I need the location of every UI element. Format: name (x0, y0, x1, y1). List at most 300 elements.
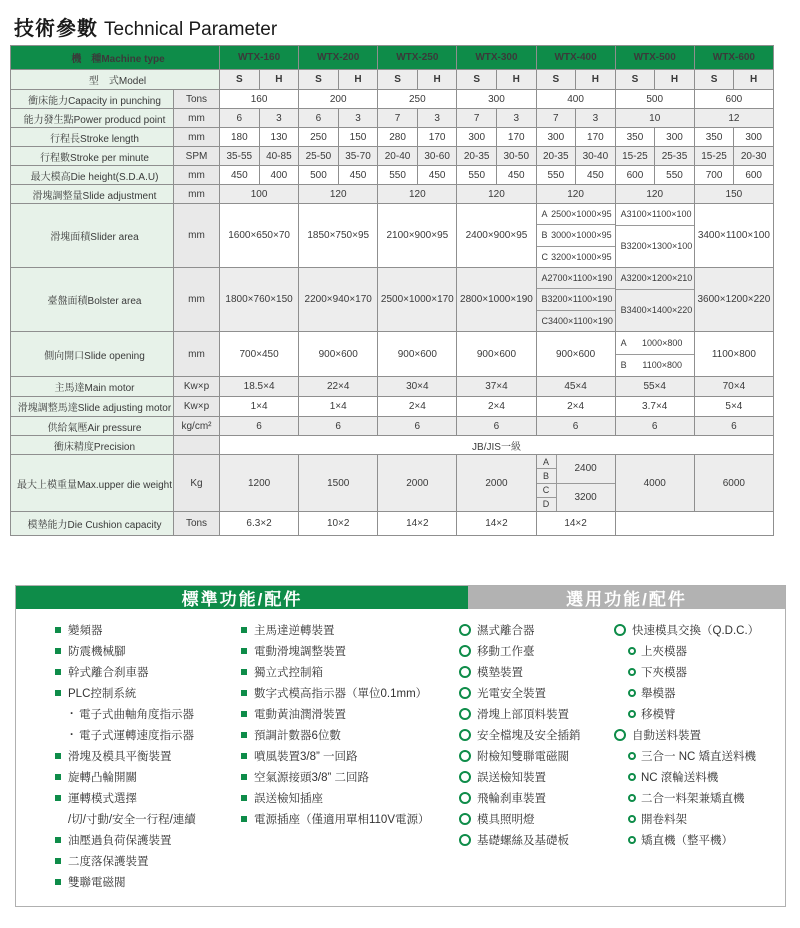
row-unit: mm (174, 185, 220, 204)
param-cell: 1600×650×70 (220, 204, 299, 268)
param-row (11, 436, 774, 455)
sub-col-header: S (694, 70, 734, 90)
param-cell: 2500×1000×170 (378, 268, 457, 332)
sub-col-header: S (299, 70, 339, 90)
param-cell: 450 (496, 166, 536, 185)
feature-item (614, 703, 785, 724)
param-cell: 170 (496, 128, 536, 147)
feature-item (55, 808, 241, 829)
param-row (11, 185, 774, 204)
feature-item (55, 766, 241, 787)
feature-item (241, 745, 459, 766)
param-cell-stack: A 3200×1200×210 B 3400×1400×220 (615, 268, 694, 332)
feature-item (459, 787, 614, 808)
sub-col-header: H (655, 70, 695, 90)
feature-item-label: 防震機械腳 (68, 645, 126, 658)
feature-item-label: 數字式模高指示器（單位0.1mm） (254, 687, 428, 700)
standard-col-2 (241, 619, 459, 892)
param-cell: 15-25 (694, 147, 734, 166)
row-label: 主馬達Main motor (11, 377, 174, 397)
features-header (16, 586, 785, 609)
feature-item (614, 661, 785, 682)
param-cell: 500 (615, 90, 694, 109)
circle-bullet-icon (614, 624, 626, 636)
feature-item (55, 787, 241, 808)
circle-bullet-icon (628, 773, 636, 781)
param-cell: 6 (536, 417, 615, 436)
param-cell: 2100×900×95 (378, 204, 457, 268)
circle-bullet-icon (628, 815, 636, 823)
param-cell: 550 (655, 166, 695, 185)
param-cell: 1500 (299, 455, 378, 512)
param-cell: 7 (378, 109, 418, 128)
square-bullet-icon (241, 795, 247, 801)
square-bullet-icon (55, 669, 61, 675)
feature-item-label: 誤送檢知裝置 (477, 771, 546, 784)
param-cell: 1200 (220, 455, 299, 512)
param-cell: 350 (615, 128, 655, 147)
feature-item (55, 682, 241, 703)
sub-col-header: H (417, 70, 457, 90)
param-cell: 160 (220, 90, 299, 109)
model-header: WTX-200 (299, 46, 378, 70)
param-cell: 35-55 (220, 147, 260, 166)
feature-item-label: 旋轉凸輪開關 (68, 771, 137, 784)
param-cell: 450 (576, 166, 616, 185)
feature-item (614, 724, 785, 745)
param-cell: 450 (417, 166, 457, 185)
param-cell: 3 (259, 109, 299, 128)
param-row (11, 166, 774, 185)
optional-col-2 (614, 619, 785, 892)
param-cell: 2200×940×170 (299, 268, 378, 332)
param-cell: 1×4 (299, 397, 378, 417)
square-bullet-icon (55, 690, 61, 696)
feature-item-label: 主馬達逆轉裝置 (254, 624, 335, 637)
standard-col-1 (55, 619, 241, 892)
param-cell: 3 (417, 109, 457, 128)
param-cell: 300 (655, 128, 695, 147)
param-cell: 120 (615, 185, 694, 204)
feature-item (55, 745, 241, 766)
feature-item-label: 矯直機（整平機） (641, 834, 733, 847)
circle-bullet-icon (459, 792, 471, 804)
param-cell: 1100×800 (694, 332, 773, 377)
feature-item-label: 自動送料裝置 (632, 729, 701, 742)
param-cell: 18.5×4 (220, 377, 299, 397)
row-unit: mm (174, 204, 220, 268)
feature-item (55, 850, 241, 871)
param-cell: 300 (457, 128, 497, 147)
feature-item-label: 附檢知雙聯電磁閥 (477, 750, 569, 763)
circle-bullet-icon (459, 645, 471, 657)
param-cell: 130 (259, 128, 299, 147)
param-cell: 700 (694, 166, 734, 185)
sub-col-header: H (259, 70, 299, 90)
param-cell: 180 (220, 128, 260, 147)
param-cell: 2000 (378, 455, 457, 512)
param-cell: 6.3×2 (220, 512, 299, 536)
param-cell: 350 (694, 128, 734, 147)
dot-bullet-icon: · (70, 707, 74, 720)
param-cell: 30-40 (576, 147, 616, 166)
param-cell-stack: A 1000×800 B 1100×800 (615, 332, 694, 377)
standard-features-header: 標準功能/配件 (16, 586, 468, 609)
param-cell: 150 (694, 185, 773, 204)
feature-item-label: 模具照明燈 (477, 813, 535, 826)
param-cell: 3 (576, 109, 616, 128)
param-cell: 14×2 (378, 512, 457, 536)
row-label: 側向開口Slide opening (11, 332, 174, 377)
optional-features-header: 選用功能/配件 (468, 586, 785, 609)
feature-item-label: 電動黃油潤滑裝置 (254, 708, 346, 721)
page-title-en: Technical Parameter (104, 19, 278, 40)
param-cell: 37×4 (457, 377, 536, 397)
feature-item-label: 移動工作臺 (477, 645, 535, 658)
feature-item (241, 682, 459, 703)
dot-bullet-icon: · (70, 728, 74, 741)
feature-item-label: 電源插座（僅適用單相110V電源） (254, 813, 430, 826)
feature-item (241, 619, 459, 640)
feature-item-label: 下夾模器 (641, 666, 687, 679)
param-cell: 600 (694, 90, 773, 109)
features-box (15, 585, 786, 907)
feature-item (55, 640, 241, 661)
feature-item-label: /切/寸動/安全一行程/連續 (68, 813, 196, 826)
square-bullet-icon (55, 795, 61, 801)
machine-type-label: 機 種Machine type (11, 46, 220, 70)
circle-bullet-icon (628, 794, 636, 802)
circle-bullet-icon (459, 834, 471, 846)
model-row (11, 70, 774, 90)
param-cell: 1800×760×150 (220, 268, 299, 332)
circle-bullet-icon (459, 666, 471, 678)
param-row (11, 332, 774, 377)
feature-item-label: 滑塊及模具平衡裝置 (68, 750, 172, 763)
feature-item-label: 舉模器 (641, 687, 676, 700)
row-unit: mm (174, 166, 220, 185)
square-bullet-icon (241, 732, 247, 738)
feature-item (459, 808, 614, 829)
param-cell: 15-25 (615, 147, 655, 166)
feature-item (459, 766, 614, 787)
feature-item (614, 787, 785, 808)
feature-item (241, 703, 459, 724)
circle-bullet-icon (459, 687, 471, 699)
param-cell: 300 (536, 128, 576, 147)
model-header: WTX-160 (220, 46, 299, 70)
feature-item (241, 766, 459, 787)
param-cell-stack: A 3100×1100×100 B 3200×1300×100 (615, 204, 694, 268)
feature-item-label: 三合一 NC 矯直送料機 (641, 750, 756, 763)
param-cell: 550 (378, 166, 418, 185)
param-cell: 20-35 (457, 147, 497, 166)
param-cell: 5×4 (694, 397, 773, 417)
row-label: 最大模高Die height(S.D.A.U) (11, 166, 174, 185)
param-cell: 4000 (615, 455, 694, 512)
param-row (11, 455, 774, 512)
param-cell: 6 (378, 417, 457, 436)
feature-item (614, 682, 785, 703)
param-cell: 500 (299, 166, 339, 185)
sub-col-header: S (457, 70, 497, 90)
feature-item (55, 661, 241, 682)
param-cell: 120 (378, 185, 457, 204)
param-cell: 250 (378, 90, 457, 109)
param-cell: 6 (694, 417, 773, 436)
row-unit: Tons (174, 90, 220, 109)
square-bullet-icon (55, 858, 61, 864)
sub-col-header: S (615, 70, 655, 90)
sub-col-header: H (734, 70, 774, 90)
technical-parameter-table (10, 45, 774, 536)
param-cell: 6 (220, 417, 299, 436)
param-cell: 20-40 (378, 147, 418, 166)
circle-bullet-icon (459, 729, 471, 741)
circle-bullet-icon (628, 647, 636, 655)
param-cell-stack: A 2700×1100×190 B 3200×1100×190 C 3400×1100×190 (536, 268, 615, 332)
page-title (14, 12, 277, 41)
param-cell: 6 (299, 109, 339, 128)
feature-item (241, 661, 459, 682)
feature-item (459, 703, 614, 724)
row-unit: mm (174, 109, 220, 128)
row-label: 模墊能力Die Cushion capacity (11, 512, 174, 536)
param-cell: 3600×1200×220 (694, 268, 773, 332)
feature-item (614, 619, 785, 640)
square-bullet-icon (55, 648, 61, 654)
circle-bullet-icon (628, 710, 636, 718)
feature-item-label: NC 滾輪送料機 (641, 771, 719, 784)
feature-item-label: 噴風裝置3/8” 一回路 (254, 750, 358, 763)
feature-item-label: 移模臂 (641, 708, 676, 721)
feature-item (459, 640, 614, 661)
feature-item-label: 開卷料架 (641, 813, 687, 826)
model-header: WTX-400 (536, 46, 615, 70)
feature-item (55, 619, 241, 640)
param-cell-stack: A 2500×1000×95 B 3000×1000×95 C 3200×1000×95 (536, 204, 615, 268)
param-cell: 6000 (694, 455, 773, 512)
param-cell: 70×4 (694, 377, 773, 397)
row-label: 滑塊調整量Slide adjustment (11, 185, 174, 204)
feature-item (614, 745, 785, 766)
row-unit: mm (174, 332, 220, 377)
feature-item-label: 預調計數器6位數 (254, 729, 341, 742)
model-header: WTX-300 (457, 46, 536, 70)
param-cell: 6 (220, 109, 260, 128)
param-cell: 6 (615, 417, 694, 436)
param-cell: 120 (299, 185, 378, 204)
feature-item (55, 829, 241, 850)
param-cell-ab: A B C D 2400 3200 (536, 455, 615, 512)
feature-item (55, 724, 241, 745)
row-label: 最大上模重量Max.upper die weight (11, 455, 174, 512)
param-cell: 600 (615, 166, 655, 185)
param-cell: 10×2 (299, 512, 378, 536)
param-cell: 22×4 (299, 377, 378, 397)
feature-item (459, 724, 614, 745)
feature-item-label: 二合一料架兼矯直機 (641, 792, 745, 805)
row-label: 臺盤面積Bolster area (11, 268, 174, 332)
param-cell: 25-35 (655, 147, 695, 166)
model-header: WTX-250 (378, 46, 457, 70)
model-row-label: 型 式Model (11, 70, 220, 90)
feature-item (459, 619, 614, 640)
page-title-zh: 技術參數 (14, 18, 98, 40)
feature-item-label: 基礎螺絲及基礎板 (477, 834, 569, 847)
sub-col-header: S (536, 70, 576, 90)
param-row (11, 268, 774, 332)
model-header: WTX-600 (694, 46, 773, 70)
param-table (10, 45, 774, 536)
param-cell: 120 (457, 185, 536, 204)
row-unit: SPM (174, 147, 220, 166)
row-label: 滑塊面積Slider area (11, 204, 174, 268)
param-cell: 7 (457, 109, 497, 128)
param-cell: 30-50 (496, 147, 536, 166)
param-cell: 450 (338, 166, 378, 185)
param-cell: 30×4 (378, 377, 457, 397)
param-cell: 14×2 (536, 512, 615, 536)
param-cell: 300 (457, 90, 536, 109)
feature-item (614, 829, 785, 850)
param-cell: 10 (615, 109, 694, 128)
param-cell: 120 (536, 185, 615, 204)
param-cell: 3 (496, 109, 536, 128)
optional-col-1 (459, 619, 614, 892)
feature-item-label: 模墊裝置 (477, 666, 523, 679)
circle-bullet-icon (459, 813, 471, 825)
feature-item-label: 飛輪刹車裝置 (477, 792, 546, 805)
square-bullet-icon (55, 837, 61, 843)
param-cell: 7 (536, 109, 576, 128)
param-cell: 450 (220, 166, 260, 185)
row-label: 衝床能力Capacity in punching (11, 90, 174, 109)
param-cell: 6 (457, 417, 536, 436)
param-cell: 20-35 (536, 147, 576, 166)
param-row (11, 90, 774, 109)
sub-col-header: S (378, 70, 418, 90)
param-row (11, 204, 774, 268)
sub-col-header: H (576, 70, 616, 90)
feature-item-label: 誤送檢知插座 (254, 792, 323, 805)
row-label: 供給氣壓Air pressure (11, 417, 174, 436)
param-cell: 900×600 (536, 332, 615, 377)
param-cell-empty (615, 512, 773, 536)
feature-item (241, 724, 459, 745)
square-bullet-icon (241, 648, 247, 654)
param-cell: 300 (734, 128, 774, 147)
feature-item (459, 829, 614, 850)
feature-item-label: 運轉模式選擇 (68, 792, 137, 805)
feature-item-label: 快速模具交換（Q.D.C.） (632, 624, 760, 637)
square-bullet-icon (241, 711, 247, 717)
circle-bullet-icon (459, 624, 471, 636)
param-cell: 900×600 (378, 332, 457, 377)
param-cell: 55×4 (615, 377, 694, 397)
feature-item-label: 獨立式控制箱 (254, 666, 323, 679)
param-row (11, 128, 774, 147)
square-bullet-icon (55, 774, 61, 780)
circle-bullet-icon (628, 752, 636, 760)
param-row (11, 147, 774, 166)
feature-item-label: 幹式離合刹車器 (68, 666, 149, 679)
param-cell: 1×4 (220, 397, 299, 417)
circle-bullet-icon (459, 771, 471, 783)
circle-bullet-icon (614, 729, 626, 741)
circle-bullet-icon (628, 689, 636, 697)
feature-item-label: 雙聯電磁閥 (68, 876, 126, 889)
param-cell: 900×600 (457, 332, 536, 377)
param-cell: 2000 (457, 455, 536, 512)
feature-item (241, 640, 459, 661)
square-bullet-icon (55, 753, 61, 759)
row-unit: Kg (174, 455, 220, 512)
param-cell: 35-70 (338, 147, 378, 166)
param-cell: 100 (220, 185, 299, 204)
row-unit: Kw×p (174, 397, 220, 417)
param-cell: 20-30 (734, 147, 774, 166)
feature-item-label: 電子式運轉速度指示器 (79, 729, 194, 742)
param-cell: 6 (299, 417, 378, 436)
feature-item (459, 661, 614, 682)
sub-col-header: H (338, 70, 378, 90)
param-cell: 25-50 (299, 147, 339, 166)
param-cell: 170 (576, 128, 616, 147)
feature-item-label: 電子式曲軸角度指示器 (79, 708, 194, 721)
row-label: 能力發生點Power producd point (11, 109, 174, 128)
circle-bullet-icon (628, 836, 636, 844)
feature-item-label: PLC控制系統 (68, 687, 137, 700)
param-cell: 1850×750×95 (299, 204, 378, 268)
feature-item (614, 766, 785, 787)
row-unit (174, 436, 220, 455)
param-cell: 700×450 (220, 332, 299, 377)
row-unit: Tons (174, 512, 220, 536)
feature-item (459, 682, 614, 703)
sub-col-header: S (220, 70, 260, 90)
feature-item (55, 871, 241, 892)
row-label: 行程長Stroke length (11, 128, 174, 147)
feature-item-label: 二度落保護裝置 (68, 855, 149, 868)
feature-item-label: 油壓過負荷保護裝置 (68, 834, 172, 847)
param-cell: 150 (338, 128, 378, 147)
param-cell: 600 (734, 166, 774, 185)
row-unit: Kw×p (174, 377, 220, 397)
feature-item-label: 滑塊上部頂料裝置 (477, 708, 569, 721)
features-columns (16, 609, 785, 892)
circle-bullet-icon (459, 708, 471, 720)
param-cell: 200 (299, 90, 378, 109)
model-header: WTX-500 (615, 46, 694, 70)
square-bullet-icon (241, 627, 247, 633)
param-cell: 3400×1100×100 (694, 204, 773, 268)
feature-item (459, 745, 614, 766)
square-bullet-icon (241, 816, 247, 822)
feature-item (55, 703, 241, 724)
feature-item (241, 808, 459, 829)
row-label: 衝床精度Precision (11, 436, 174, 455)
param-cell: 30-60 (417, 147, 457, 166)
feature-item-label: 光電安全裝置 (477, 687, 546, 700)
feature-item-label: 濕式離合器 (477, 624, 535, 637)
param-cell: 900×600 (299, 332, 378, 377)
header-row (11, 46, 774, 70)
param-cell: 3.7×4 (615, 397, 694, 417)
row-unit: mm (174, 128, 220, 147)
circle-bullet-icon (459, 750, 471, 762)
param-cell: 550 (536, 166, 576, 185)
